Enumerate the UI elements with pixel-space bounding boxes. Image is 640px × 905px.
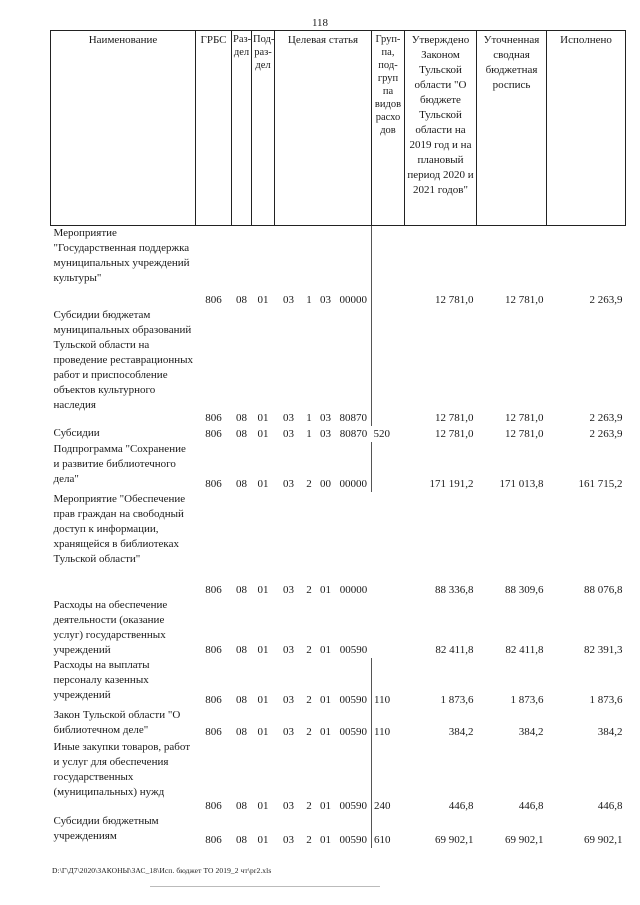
footer-file-path: D:\Г\Д7\2020\ЗАКОНЫ\ЗАС_18\Исп. бюджет ТО 2019_2 чт\рr2.xls bbox=[52, 866, 272, 875]
row-code-t2: 1 bbox=[306, 411, 312, 424]
table-row bbox=[51, 308, 626, 426]
row-code-t3: 01 bbox=[320, 693, 331, 706]
page-number: 118 bbox=[311, 17, 329, 29]
row-executed: 88 076,8 bbox=[584, 583, 623, 596]
row-name: Субсидии бюджетным учреждениям bbox=[53, 814, 159, 842]
row-code-t1: 03 bbox=[283, 833, 294, 846]
row-code-t1: 03 bbox=[283, 643, 294, 656]
row-code-rz: 08 bbox=[236, 643, 247, 656]
row-approved: 82 411,8 bbox=[435, 643, 474, 656]
row-code-t3: 01 bbox=[320, 583, 331, 596]
row-code-t4: 00590 bbox=[339, 725, 367, 738]
row-code-rz: 08 bbox=[236, 293, 247, 306]
row-executed: 384,2 bbox=[597, 725, 623, 738]
row-code-pr: 01 bbox=[257, 411, 269, 424]
header-target: Целевая статья bbox=[275, 31, 372, 226]
row-approved: 69 902,1 bbox=[435, 833, 474, 846]
row-code-t2: 2 bbox=[306, 693, 312, 706]
row-executed: 2 263,9 bbox=[589, 293, 623, 306]
row-code-t2: 2 bbox=[306, 725, 312, 738]
row-code-pr: 01 bbox=[257, 799, 269, 812]
row-code-t2: 2 bbox=[306, 833, 312, 846]
row-name: Субсидии бюджетам муниципальных образований Тульской области на проведение реставрационных работ и приспособление объектов культурного наследия bbox=[53, 308, 194, 411]
row-code-rz: 08 bbox=[236, 725, 247, 738]
row-code-t3: 01 bbox=[320, 799, 331, 812]
row-refined: 1 873,6 bbox=[510, 693, 544, 706]
row-group bbox=[372, 442, 405, 492]
row-executed: 1 873,6 bbox=[589, 693, 623, 706]
row-refined: 171 013,8 bbox=[499, 477, 544, 490]
row-group bbox=[372, 226, 405, 308]
row-code-t1: 03 bbox=[283, 411, 294, 424]
row-executed: 69 902,1 bbox=[584, 833, 623, 846]
row-code-t1: 03 bbox=[283, 293, 294, 306]
row-refined: 82 411,8 bbox=[505, 643, 544, 656]
row-code-t2: 1 bbox=[306, 293, 312, 306]
row-group: 610 bbox=[372, 814, 405, 848]
row-executed: 2 263,9 bbox=[589, 427, 623, 440]
row-group bbox=[372, 598, 405, 658]
row-code-rz: 08 bbox=[236, 477, 247, 490]
row-code-t4: 00000 bbox=[339, 583, 368, 596]
row-code-rz: 08 bbox=[236, 583, 247, 596]
row-code-t1: 03 bbox=[283, 583, 294, 596]
row-code-t4: 80870 bbox=[339, 411, 367, 424]
row-code-pr: 01 bbox=[257, 477, 269, 490]
row-group: 110 bbox=[372, 708, 405, 740]
row-code-t4: 80870 bbox=[339, 427, 368, 440]
row-name: Субсидии bbox=[53, 426, 100, 439]
row-code-pr: 01 bbox=[257, 725, 269, 738]
row-code-t1: 03 bbox=[283, 725, 294, 738]
row-code-pr: 01 bbox=[257, 427, 269, 440]
table-row bbox=[51, 708, 626, 740]
row-code-grbs: 806 bbox=[205, 833, 222, 846]
row-code-t1: 03 bbox=[283, 799, 294, 812]
row-code-t3: 01 bbox=[320, 643, 331, 656]
row-name: Иные закупки товаров, работ и услуг для обеспечения государственных (муниципальных) нужд bbox=[53, 740, 191, 798]
header-refined: Уточненная сводная бюджетная роспись bbox=[477, 31, 547, 226]
row-code-t2: 2 bbox=[306, 799, 312, 812]
row-code-grbs: 806 bbox=[205, 293, 222, 306]
table-row bbox=[51, 492, 626, 598]
row-code-t3: 03 bbox=[320, 427, 331, 440]
row-approved: 88 336,8 bbox=[435, 583, 474, 596]
table-row bbox=[51, 814, 626, 848]
row-code-t2: 2 bbox=[306, 643, 312, 656]
row-refined: 69 902,1 bbox=[505, 833, 544, 846]
header-podrazdel: Под-раз-дел bbox=[252, 31, 275, 226]
row-code-grbs: 806 bbox=[205, 477, 222, 490]
row-code-rz: 08 bbox=[236, 693, 247, 706]
row-executed: 446,8 bbox=[597, 799, 623, 812]
row-code-grbs: 806 bbox=[205, 643, 222, 656]
row-approved: 1 873,6 bbox=[440, 693, 474, 706]
row-group bbox=[372, 492, 405, 598]
row-code-t4: 00590 bbox=[339, 693, 367, 706]
row-code-t4: 00590 bbox=[339, 643, 368, 656]
row-group bbox=[372, 308, 405, 426]
budget-table bbox=[50, 30, 626, 848]
row-code-grbs: 806 bbox=[205, 725, 222, 738]
row-group: 110 bbox=[372, 658, 405, 708]
table-header-row bbox=[51, 31, 626, 226]
row-code-t3: 00 bbox=[320, 477, 331, 490]
row-refined: 88 309,6 bbox=[505, 583, 544, 596]
table-row bbox=[51, 426, 626, 442]
row-name: Расходы на обеспечение деятельности (оказание услуг) государственных учреждений bbox=[53, 598, 168, 656]
row-executed: 161 715,2 bbox=[578, 477, 623, 490]
header-name: Наименование bbox=[51, 31, 196, 226]
row-code-t1: 03 bbox=[283, 427, 294, 440]
row-code-pr: 01 bbox=[257, 643, 269, 656]
row-code-t1: 03 bbox=[283, 477, 294, 490]
row-approved: 171 191,2 bbox=[429, 477, 474, 490]
table-row bbox=[51, 598, 626, 658]
row-refined: 12 781,0 bbox=[505, 427, 544, 440]
row-code-t3: 01 bbox=[320, 833, 331, 846]
row-name: Мероприятие "Государственная поддержка муниципальных учреждений культуры" bbox=[53, 227, 190, 284]
row-group: 520 bbox=[373, 427, 390, 440]
row-code-t2: 1 bbox=[306, 427, 312, 440]
footer-divider bbox=[150, 886, 380, 887]
row-code-t3: 03 bbox=[320, 411, 331, 424]
row-refined: 12 781,0 bbox=[505, 293, 544, 306]
row-code-rz: 08 bbox=[236, 799, 247, 812]
row-code-pr: 01 bbox=[257, 583, 269, 596]
row-approved: 384,2 bbox=[448, 725, 474, 738]
row-executed: 2 263,9 bbox=[589, 411, 623, 424]
row-name: Подпрограмма "Сохранение и развитие библиотечного дела" bbox=[53, 442, 186, 485]
row-code-rz: 08 bbox=[236, 833, 247, 846]
header-group: Груп-па, под-груп па видов расхо дов bbox=[372, 31, 405, 226]
row-code-t2: 2 bbox=[306, 583, 312, 596]
row-code-grbs: 806 bbox=[205, 427, 222, 440]
row-group: 240 bbox=[372, 740, 405, 814]
row-code-t1: 03 bbox=[283, 693, 294, 706]
header-executed: Исполнено bbox=[547, 31, 626, 226]
row-code-grbs: 806 bbox=[205, 411, 222, 424]
row-code-pr: 01 bbox=[257, 693, 269, 706]
table-row bbox=[51, 658, 626, 708]
row-code-t4: 00590 bbox=[339, 833, 367, 846]
table-row bbox=[51, 442, 626, 492]
table-row bbox=[51, 740, 626, 814]
row-code-t3: 03 bbox=[320, 293, 331, 306]
row-executed: 82 391,3 bbox=[584, 643, 623, 656]
row-code-rz: 08 bbox=[236, 411, 247, 424]
row-code-grbs: 806 bbox=[205, 693, 222, 706]
header-grbs: ГРБС bbox=[196, 31, 232, 226]
row-refined: 384,2 bbox=[518, 725, 544, 738]
row-code-grbs: 806 bbox=[205, 799, 222, 812]
header-approved: Утверждено Законом Тульской области "О бюджете Тульской области на 2019 год и на плановый период 2020 и 2021 годов" bbox=[405, 31, 477, 226]
row-approved: 12 781,0 bbox=[435, 427, 474, 440]
row-code-t3: 01 bbox=[320, 725, 331, 738]
row-refined: 446,8 bbox=[518, 799, 544, 812]
row-refined: 12 781,0 bbox=[505, 411, 544, 424]
row-code-rz: 08 bbox=[236, 427, 247, 440]
row-code-t4: 00000 bbox=[339, 477, 367, 490]
header-razdel: Раз-дел bbox=[232, 31, 252, 226]
row-code-grbs: 806 bbox=[205, 583, 222, 596]
row-code-pr: 01 bbox=[257, 293, 269, 306]
row-approved: 12 781,0 bbox=[435, 293, 474, 306]
row-name: Закон Тульской области "О библиотечном деле" bbox=[53, 708, 181, 736]
row-code-t4: 00000 bbox=[339, 293, 367, 306]
row-code-t2: 2 bbox=[306, 477, 312, 490]
row-code-t4: 00590 bbox=[339, 799, 367, 812]
row-code-pr: 01 bbox=[257, 833, 269, 846]
row-approved: 12 781,0 bbox=[435, 411, 474, 424]
table-row bbox=[51, 226, 626, 308]
row-approved: 446,8 bbox=[448, 799, 474, 812]
row-name: Расходы на выплаты персоналу казенных учреждений bbox=[53, 658, 150, 701]
row-name: Мероприятие "Обеспечение прав граждан на свободный доступ к информации, хранящейся в библиотеках Тульской области" bbox=[53, 492, 186, 565]
